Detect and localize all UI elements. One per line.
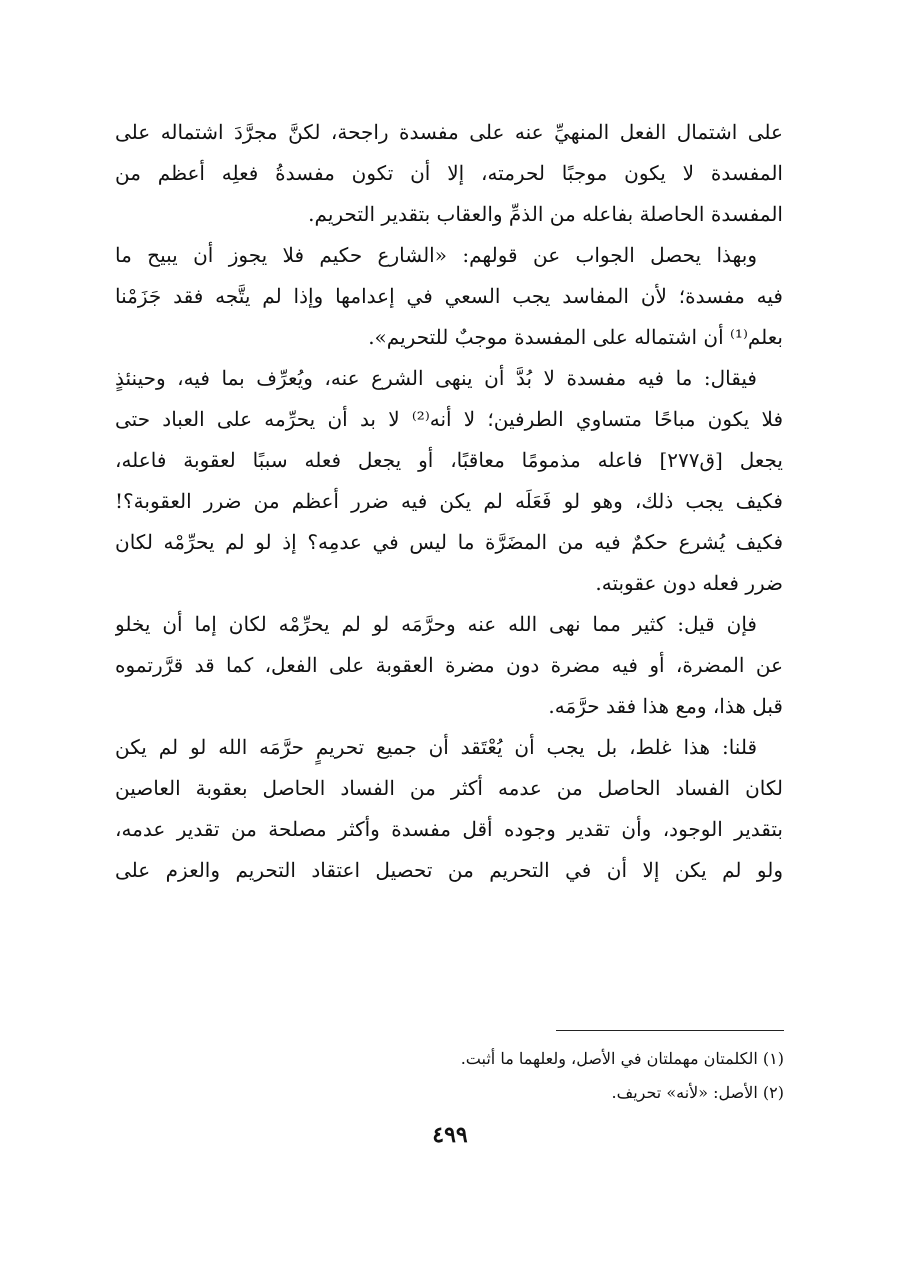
text-line: ولو لم يكن إلا أن في التحريم من تحصيل اعتقاد التحريم والعزم على xyxy=(115,858,783,882)
text-line: على اشتمال الفعل المنهيِّ عنه على مفسدة راجحة، لكنَّ مجرَّدَ اشتماله على xyxy=(115,120,783,144)
footnote-separator xyxy=(556,1030,784,1031)
text-line: المفسدة الحاصلة بفاعله من الذمِّ والعقاب بتقدير التحريم. xyxy=(308,202,783,226)
text-line: يجعل [ق٢٧٧] فاعله مذمومًا معاقبًا، أو يجعل فعله سببًا لعقوبة فاعله، xyxy=(115,448,783,472)
paragraph-4 xyxy=(115,604,783,727)
text-line: لكان الفساد الحاصل من عدمه أكثر من الفساد الحاصل بعقوبة العاصين xyxy=(115,776,783,800)
text-line: فإن قيل: كثير مما نهى الله عنه وحرَّمَه لو لم يحرِّمْه لكان إما أن يخلو xyxy=(115,612,757,636)
text-line: بتقدير الوجود، وأن تقدير وجوده أقل مفسدة وأكثر مصلحة من تقدير عدمه، xyxy=(115,817,783,841)
text-line: قلنا: هذا غلط، بل يجب أن يُعْتَقد أن جميع تحريمٍ حرَّمَه الله لو لم يكن xyxy=(115,735,758,759)
text-line: فلا يكون مباحًا متساوي الطرفين؛ لا أنه⁽²⁾ لا بد أن يحرِّمه على العباد حتى xyxy=(115,407,783,431)
page-number: ٤٩٩ xyxy=(432,1122,468,1148)
footnote-2: (٢) الأصل: «لأنه» تحريف. xyxy=(611,1083,784,1102)
footnote-1: (١) الكلمتان مهملتان في الأصل، ولعلهما ما أثبت. xyxy=(460,1049,784,1068)
footnotes xyxy=(116,1042,784,1110)
main-text xyxy=(115,112,783,891)
paragraph-2 xyxy=(115,235,783,358)
text-line: فيه مفسدة؛ لأن المفاسد يجب السعي في إعدامها وإذا لم يتَّجه فقد جَزَمْنا xyxy=(115,284,783,308)
text-line: المفسدة لا يكون موجبًا لحرمته، إلا أن تكون مفسدةُ فعلِه أعظم من xyxy=(115,161,783,185)
text-line: فكيف يُشرع حكمٌ فيه من المضَرَّة ما ليس في عدمِه؟ إذ لو لم يحرِّمْه لكان xyxy=(115,530,783,554)
text-line: فكيف يجب ذلك، وهو لو فَعَلَه لم يكن فيه ضرر أعظم من ضرر العقوبة؟! xyxy=(115,489,783,513)
text-line: قبل هذا، ومع هذا فقد حرَّمَه. xyxy=(548,694,783,718)
paragraph-3 xyxy=(115,358,783,604)
text-line: ضرر فعله دون عقوبته. xyxy=(595,571,783,595)
text-line: وبهذا يحصل الجواب عن قولهم: «الشارع حكيم فلا يجوز أن يبيح ما xyxy=(115,243,757,267)
text-line: فيقال: ما فيه مفسدة لا بُدَّ أن ينهى الشرع عنه، ويُعرِّف بما فيه، وحينئذٍ xyxy=(115,366,757,390)
text-line: بعلم⁽¹⁾ أن اشتماله على المفسدة موجبٌ للتحريم». xyxy=(368,325,783,349)
text-line: عن المضرة، أو فيه مضرة دون مضرة العقوبة على الفعل، كما قد قرَّرتموه xyxy=(115,653,783,677)
paragraph-5 xyxy=(115,727,783,891)
paragraph-1 xyxy=(115,112,783,235)
